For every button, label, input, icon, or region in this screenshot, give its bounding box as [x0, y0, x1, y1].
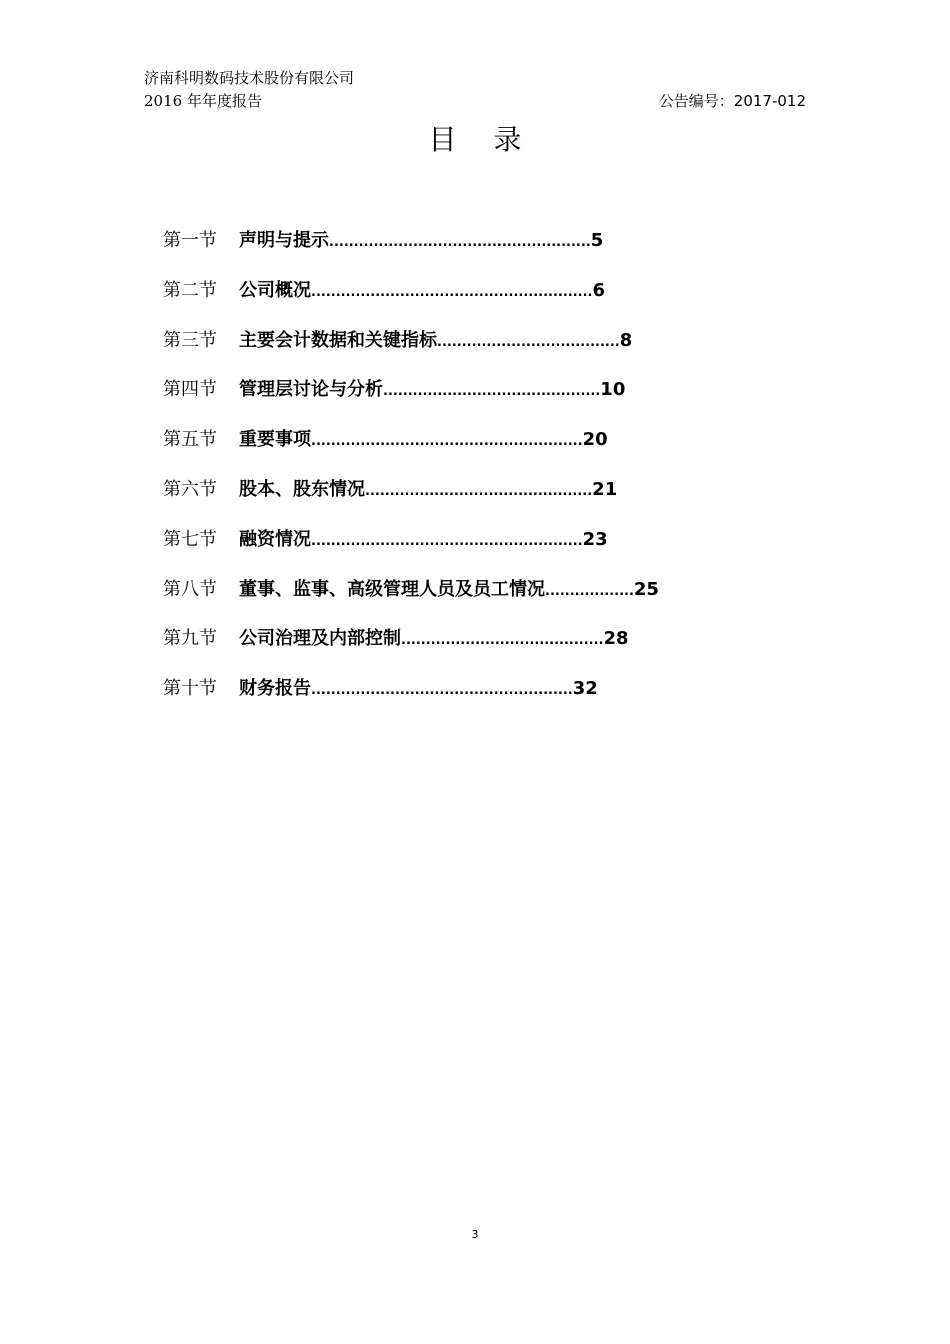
header-company-name: 济南科明数码技术股份有限公司: [144, 69, 355, 87]
toc-section-number: 第五节: [163, 429, 217, 451]
toc-entry-title: 主要会计数据和关键指标: [239, 329, 437, 351]
header-report-title: 2016 年年度报告: [144, 92, 262, 110]
toc-entry-link[interactable]: [239, 477, 617, 505]
toc-dot-leader: .....................................: [437, 334, 620, 350]
toc-entry[interactable]: [163, 325, 743, 375]
toc-page-number: 32: [572, 678, 598, 700]
toc-section-number: 第七节: [163, 528, 217, 550]
toc-section-number: 第三节: [163, 329, 217, 351]
table-of-contents: [163, 225, 743, 723]
toc-entry-title: 股本、股东情况: [239, 478, 365, 500]
header-notice-number: 公告编号：2017-012: [658, 92, 806, 110]
toc-page-number: 25: [633, 578, 659, 600]
toc-entry-link[interactable]: [239, 676, 598, 704]
toc-page-number: 5: [590, 230, 604, 251]
toc-section-number: 第十节: [163, 678, 217, 700]
toc-page-number: 20: [582, 429, 608, 451]
toc-dot-leader: .....................................................: [329, 235, 591, 250]
toc-dot-leader: .......................................................: [311, 533, 583, 549]
toc-entry-title: 管理层讨论与分析: [239, 379, 383, 401]
toc-entry[interactable]: [163, 474, 743, 524]
toc-entry-title: 财务报告: [239, 678, 311, 700]
header-divider: [144, 113, 806, 114]
toc-dot-leader: ............................................: [383, 384, 601, 400]
toc-section-number: 第六节: [163, 478, 217, 500]
toc-title: 目 录: [428, 123, 536, 156]
toc-entry-link[interactable]: [239, 278, 605, 306]
toc-entry-link[interactable]: [239, 577, 659, 605]
toc-dot-leader: ..................: [545, 583, 634, 599]
toc-entry[interactable]: [163, 524, 743, 574]
toc-entry-link[interactable]: [239, 328, 632, 356]
toc-entry-title: 公司概况: [239, 279, 311, 301]
toc-entry-title: 公司治理及内部控制: [239, 628, 401, 650]
toc-section-number: 第二节: [163, 279, 217, 301]
toc-section-number: 第八节: [163, 578, 217, 600]
toc-dot-leader: .........................................................: [311, 284, 593, 300]
toc-page-number: 6: [592, 279, 606, 301]
toc-entry[interactable]: [163, 374, 743, 424]
toc-section-number: 第四节: [163, 379, 217, 401]
toc-entry[interactable]: [163, 275, 743, 325]
toc-entry[interactable]: [163, 225, 743, 275]
toc-section-number: 第九节: [163, 628, 217, 650]
toc-page-number: 21: [592, 478, 618, 500]
toc-entry[interactable]: [163, 673, 743, 723]
toc-dot-leader: .......................................................: [311, 434, 583, 450]
toc-dot-leader: .........................................: [401, 633, 604, 649]
toc-page-number: 23: [582, 528, 608, 550]
toc-entry-link[interactable]: [239, 427, 608, 455]
toc-entry[interactable]: [163, 424, 743, 474]
toc-entry-title: 董事、监事、高级管理人员及员工情况: [239, 578, 545, 600]
toc-entry-title: 重要事项: [239, 429, 311, 451]
toc-entry-link[interactable]: [239, 228, 603, 256]
toc-page-number: 8: [619, 329, 633, 351]
toc-dot-leader: ..............................................: [365, 483, 593, 499]
toc-entry-title: 融资情况: [239, 528, 311, 550]
toc-dot-leader: .....................................................: [311, 683, 573, 699]
toc-entry-title: 声明与提示: [239, 230, 329, 251]
toc-section-number: 第一节: [163, 230, 217, 251]
toc-entry[interactable]: [163, 623, 743, 673]
toc-entry-link[interactable]: [239, 626, 629, 654]
toc-page-number: 10: [600, 379, 626, 401]
page-number: 3: [471, 1228, 479, 1241]
toc-entry-link[interactable]: [239, 377, 625, 405]
toc-page-number: 28: [603, 628, 629, 650]
toc-entry[interactable]: [163, 574, 743, 624]
toc-entry-link[interactable]: [239, 527, 608, 555]
